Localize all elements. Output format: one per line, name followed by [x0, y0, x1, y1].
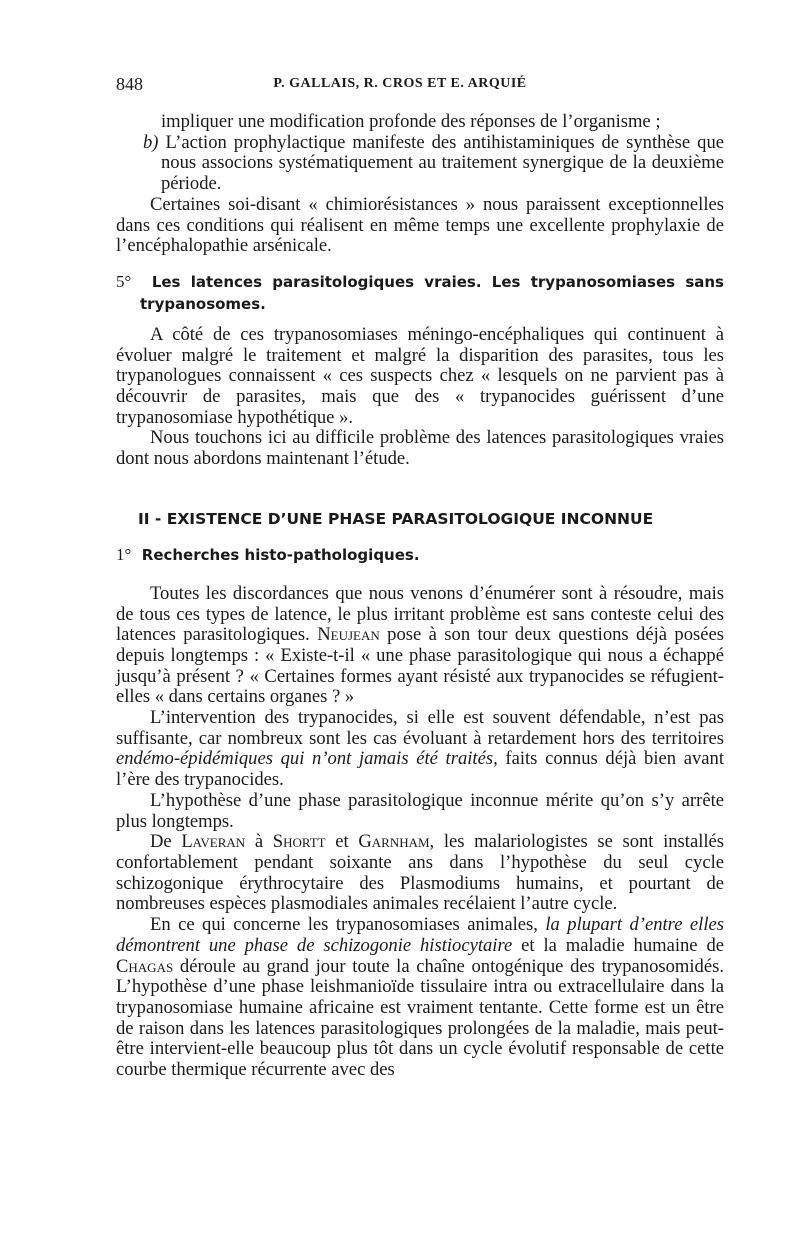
emphasis-text: endémo-épidémiques qui n’ont jamais été traités, — [116, 748, 498, 770]
heading-number: 1° — [116, 544, 132, 564]
paragraph-chimioresistances — [116, 195, 724, 257]
author-name: Garnham — [358, 831, 430, 853]
heading-text: Les latences parasitologiques vraies. Les trypanosomiases sans trypanosomes. — [140, 272, 724, 313]
paragraph-text: et la maladie humaine de — [521, 934, 724, 956]
paragraph-text: pose à son tour deux questions déjà posées depuis longtemps : « Existe-t-il « une phase parasitologique qui nous a échappé jusqu’à présent ? « Certaines formes ayant résisté aux trypanocides se réfugient-elles « dans certains organes ? » — [116, 624, 724, 708]
running-head — [0, 74, 800, 98]
page-number: 848 — [116, 74, 143, 94]
emphasis-text: la plupart d’entre elles démontrent une phase de schizogonie histiocytaire — [116, 914, 724, 956]
running-title: P. GALLAIS, R. CROS ET E. ARQUIÉ — [273, 76, 527, 91]
section-heading-ii: II - EXISTENCE D’UNE PHASE PARASITOLOGIQUE INCONNUE — [138, 509, 654, 528]
paragraph-continuation — [116, 112, 724, 133]
heading-text: Recherches histo-pathologiques. — [141, 545, 420, 564]
list-item-text: L’action prophylactique manifeste des antihistaminiques de synthèse que nous associons systématiquement au traitement synergique de la deuxième période. — [161, 131, 724, 195]
paragraph-text: Certaines soi-disant « chimiorésistances » nous paraissent exceptionnelles dans ces conditions qui réalisent en même temps une excellente prophylaxie de l’encéphalopathie arsénicale. — [116, 193, 724, 257]
author-name: Laveran — [181, 831, 246, 853]
body-text — [116, 112, 724, 1081]
paragraph-latences — [116, 428, 724, 469]
subsection-heading-5 — [116, 271, 724, 315]
paragraph-text: A côté de ces trypanosomiases méningo-encéphaliques qui continuent à évoluer malgré le traitement et malgré la disparition des parasites, tous les trypanologues connaissent « ces suspects chez « lesquels on ne parvient pas à découvrir de parasites, mais que des « trypanocides guérissent d’une trypanosomiase hypothétique ». — [116, 323, 724, 428]
paragraph-text: En ce qui concerne les trypanosomiases animales, — [150, 914, 538, 936]
paragraph-text: Toutes les discordances que nous venons d’énumérer sont à résoudre, mais de tous ces types de latence, le plus irritant problème est sans conteste celui des latences parasitologiques. — [116, 582, 724, 646]
paragraph-text: Nous touchons ici au difficile problème des latences parasitologiques vraies dont nous abordons maintenant l’étude. — [116, 427, 724, 470]
paragraph-hypothese — [116, 791, 724, 832]
subsection-heading-1 — [116, 544, 724, 566]
author-name: Shortt — [272, 831, 326, 853]
list-item-b — [116, 133, 724, 195]
paragraph-intervention — [116, 708, 724, 791]
paragraph-trypanosomiases-animales — [116, 915, 724, 1081]
paragraph-text: faits connus déjà bien avant l’ère des trypanocides. — [116, 748, 725, 791]
paragraph-text: De — [150, 831, 172, 853]
author-name: Neujean — [317, 624, 380, 646]
paragraph-text: L’intervention des trypanocides, si elle est souvent défendable, n’est pas suffisante, car nombreux sont les cas évoluant à retardement hors des territoires — [116, 707, 724, 749]
paragraph-text: déroule au grand jour toute la chaîne ontogénique des trypanosomidés. L’hypothèse d’une phase leishmanioïde tissulaire intra ou extracellulaire dans la trypanosomiase humaine africaine est vraiment tentante. Cette forme est un être de raison dans les latences parasitologiques prolongées de la maladie, mais peut-être intervient-elle beaucoup plus tôt dans un cycle évolutif responsable de cette courbe thermique récurrente avec des — [116, 955, 724, 1081]
paragraph-trypanosomiases — [116, 325, 724, 429]
heading-number: 5° — [116, 271, 132, 291]
author-name: Chagas — [116, 955, 174, 977]
paragraph-text: à — [254, 831, 264, 853]
list-label: b) — [143, 131, 159, 153]
paragraph-text: et — [335, 831, 349, 853]
paragraph-text: L’hypothèse d’une phase parasitologique inconnue mérite qu’on s’y arrête plus longtemps. — [116, 789, 724, 832]
paragraph-text: impliquer une modification profonde des réponses de l’organisme ; — [161, 111, 661, 132]
paragraph-text: , les malariologistes se sont installés confortablement pendant soixante ans dans l’hypothèse du seul cycle schizogonique érythrocytaire des Plasmodiums humains, et pourtant de nombreuses espèces plasmodiales animales recélaient l’autre cycle. — [116, 831, 725, 915]
paragraph-discordances — [116, 584, 724, 708]
paragraph-malariologistes — [116, 832, 724, 915]
